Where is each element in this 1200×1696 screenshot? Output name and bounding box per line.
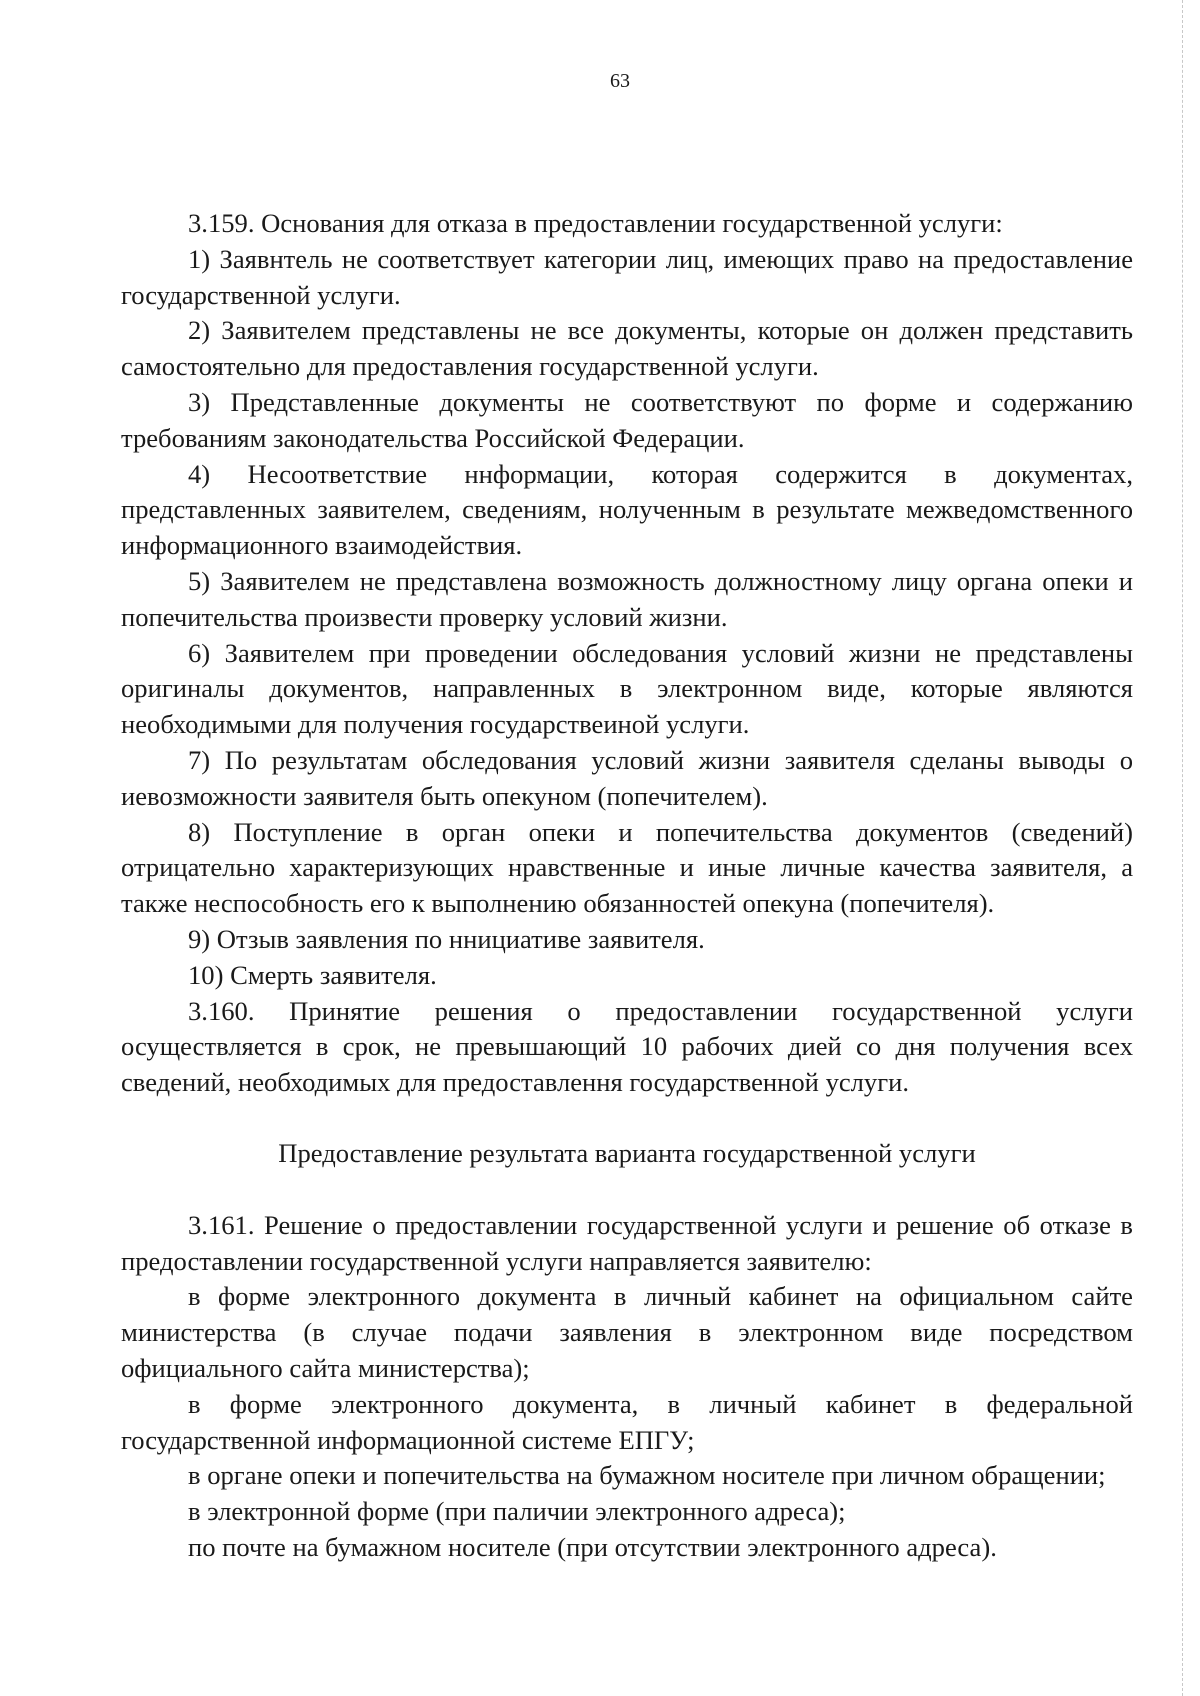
paragraph-3-161: 3.161. Решение о предоставлении государственной услуги и решение об отказе в предоставлении государственной услуги направляется заявителю: bbox=[121, 1209, 1133, 1276]
list-item-3: 3) Представленные документы не соответствуют по форме и содержанию требованиям законодательства Российской Федерации. bbox=[121, 386, 1133, 453]
list-item-2: 2) Заявителем представлены не все документы, которые он должен представить самостоятельно для предоставления государственной услуги. bbox=[121, 315, 1133, 382]
paragraph-3-160: 3.160. Пpинятие решения о предоставлении государственной услуги осуществляется в срок, не превышающий 10 рабочих дией со дня получения всех сведений, необходимых для предоставлення государственной услуги. bbox=[121, 995, 1133, 1098]
list-item-6: 6) Заявителем при проведении обследования условий жизни не представлены оригиналы документов, направленных в электронном виде, которые являются необходимыми для получения государствеиной услуги. bbox=[121, 637, 1133, 740]
list-item-5: 5) Заявителем не представлена возможность должностному лицу органа опеки и попечительства произвести проверку условий жизни. bbox=[121, 565, 1133, 632]
list-item-9: 9) Отзыв заявления по ннициативе заявителя. bbox=[188, 923, 705, 954]
delivery-method-email: в электронной форме (при паличии электронного адреса); bbox=[188, 1496, 846, 1527]
delivery-method-epgu: в форме электронного документа, в личный кабинет в федеральной государственной информационной системе ЕПГУ; bbox=[121, 1388, 1133, 1455]
paragraph-3-159: 3.159. Основания для отказа в предоставлении государственной услуги: bbox=[188, 208, 1003, 238]
section-heading: Предоставление результата варианта государственной услуги bbox=[278, 1137, 976, 1168]
list-item-1: 1) Заявнтель не соответствует категории лиц, имеющих право на предоставление государственной услуги. bbox=[121, 243, 1133, 310]
delivery-method-ministry-site: в форме электронного документа в личный кабинет на официальном сайте министерства (в случае подачи заявления в электронном виде посредством официального сайта министерства); bbox=[121, 1281, 1133, 1383]
delivery-method-in-person: в органе опеки и попечительства на бумажном носителе при личном обращении; bbox=[188, 1460, 1106, 1491]
list-item-4: 4) Несоответствие ннформации, которая содержится в документах, представленных заявителем, сведениям, нолученным в результате межведомственного информационного взаимодействия. bbox=[121, 458, 1133, 561]
list-item-7: 7) По результатам обследования условий жизни заявителя сделаны выводы о иевозможности заявителя быть опекуном (попечителем). bbox=[121, 744, 1133, 811]
document-body bbox=[121, 206, 1133, 1566]
page-number: 63 bbox=[610, 70, 630, 92]
list-item-10: 10) Смерть заявителя. bbox=[188, 959, 437, 990]
scan-edge-line bbox=[1182, 0, 1183, 1696]
list-item-8: 8) Поступление в орган опеки и попечительства документов (сведений) отрицательно характеризующих нравственные и иные личные качества заявителя, а также неспособность его к выполнению обязанностей опекуна (попечителя). bbox=[121, 816, 1133, 919]
delivery-method-post: по почте на бумажном носителе (при отсутствии электронного адреса). bbox=[188, 1531, 997, 1562]
